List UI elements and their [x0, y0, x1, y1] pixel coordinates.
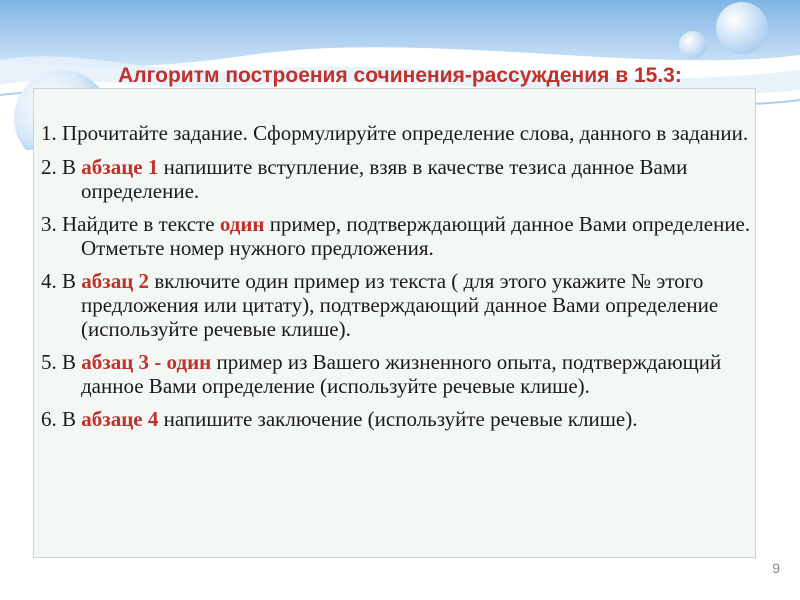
step-highlight: один: [219, 212, 265, 236]
steps-list: [41, 121, 753, 440]
step-item-4: [41, 269, 753, 341]
step-item-2: [41, 155, 753, 203]
step-text: напишите вступление, взяв в качестве тезиса данное Вами определение.: [81, 155, 688, 203]
step-text: В: [56, 407, 82, 431]
step-text: В: [56, 269, 82, 293]
bubble-right-small-icon: [679, 31, 707, 59]
step-item-6: [41, 407, 753, 431]
step-number: 4.: [41, 269, 57, 293]
step-number: 1.: [41, 121, 57, 145]
step-number: 3.: [41, 212, 57, 236]
step-text: включите один пример из текста ( для этого укажите № этого предложения или цитату), подтверждающий данное Вами определение (используйте речевые клише).: [81, 269, 719, 341]
slide-title: Алгоритм построения сочинения-рассуждения в 15.3:: [118, 64, 682, 87]
step-number: 6.: [41, 407, 57, 431]
step-text: напишите заключение (используйте речевые клише).: [158, 407, 638, 431]
step-item-1: [41, 121, 753, 145]
step-text: Найдите в тексте: [56, 212, 220, 236]
step-text: В: [56, 155, 82, 179]
step-item-3: [41, 212, 753, 260]
step-text: пример из Вашего жизненного опыта, подтверждающий данное Вами определение (используйте речевые клише).: [81, 350, 722, 398]
step-text: В: [56, 350, 82, 374]
step-item-5: [41, 350, 753, 398]
step-text: Прочитайте задание. Сформулируйте определение слова, данного в задании.: [56, 121, 749, 145]
step-number: 2.: [41, 155, 57, 179]
step-highlight: абзаце 4: [81, 407, 159, 431]
step-highlight: абзац 3 - один: [81, 350, 212, 374]
step-highlight: абзац 2: [81, 269, 150, 293]
step-highlight: абзаце 1: [81, 155, 159, 179]
page-number: 9: [772, 560, 780, 576]
step-number: 5.: [41, 350, 57, 374]
step-text: пример, подтверждающий данное Вами определение. Отметьте номер нужного предложения.: [81, 212, 751, 260]
bubble-right-large-icon: [716, 2, 768, 54]
